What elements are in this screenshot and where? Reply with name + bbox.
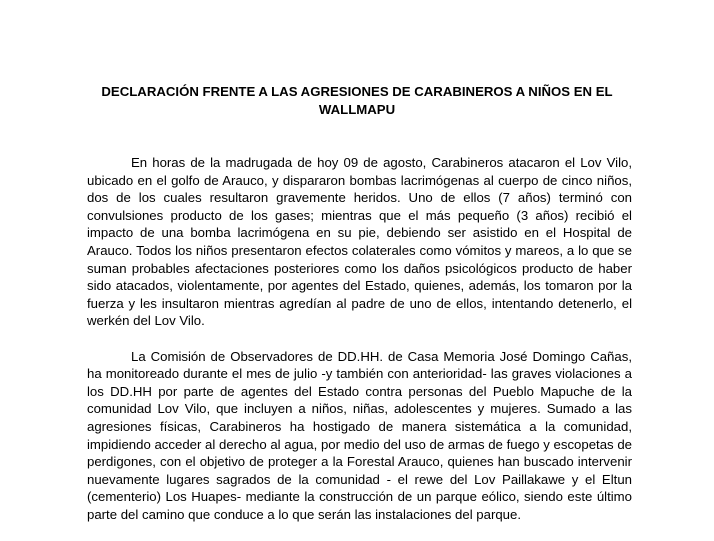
paragraph-1: En horas de la madrugada de hoy 09 de agosto, Carabineros atacaron el Lov Vilo, ubicado en el golfo de Arauco, y dispararon bombas lacrimógenas al cuerpo de cinco niños, dos de los cuales resultaron gravemente heridos. Uno de ellos (7 años) terminó con convulsiones producto de los gases; mientras que el más pequeño (3 años) recibió el impacto de una bomba lacrimógena en su pie, debiendo ser asistido en el Hospital de Arauco. Todos los niños presentaron efectos colaterales como vómitos y mareos, a lo que se suman probables afectaciones posteriores como los daños psicológicos producto de haber sido atacados, violentamente, por agentes del Estado, quienes, además, los tomaron por la fuerza y les insultaron mientras agredían al padre de uno de ellos, intentando detenerlo, el werkén del Lov Vilo. <box>87 155 632 329</box>
paragraph-2: La Comisión de Observadores de DD.HH. de Casa Memoria José Domingo Cañas, ha monitoreado durante el mes de julio -y también con anterioridad- las graves violaciones a los DD.HH por parte de agentes del Estado contra personas del Pueblo Mapuche de la comunidad Lov Vilo, que incluyen a niños, niñas, adolescentes y mujeres. Sumado a las agresiones físicas, Carabineros ha hostigado de manera sistemática a la comunidad, impidiendo acceder al derecho al agua, por medio del uso de armas de fuego y escopetas de perdigones, con el objetivo de proteger a la Forestal Arauco, quienes han buscado intervenir nuevamente lugares sagrados de la comunidad - el rewe del Lov Paillakawe y el Eltun (cementerio) Los Huapes- mediante la construcción de un parque eólico, siendo este último parte del camino que conduce a lo que serán las instalaciones del parque. <box>87 348 632 522</box>
document-title: DECLARACIÓN FRENTE A LAS AGRESIONES DE CARABINEROS A NIÑOS EN EL WALLMAPU <box>101 84 613 117</box>
document-body <box>87 154 632 541</box>
